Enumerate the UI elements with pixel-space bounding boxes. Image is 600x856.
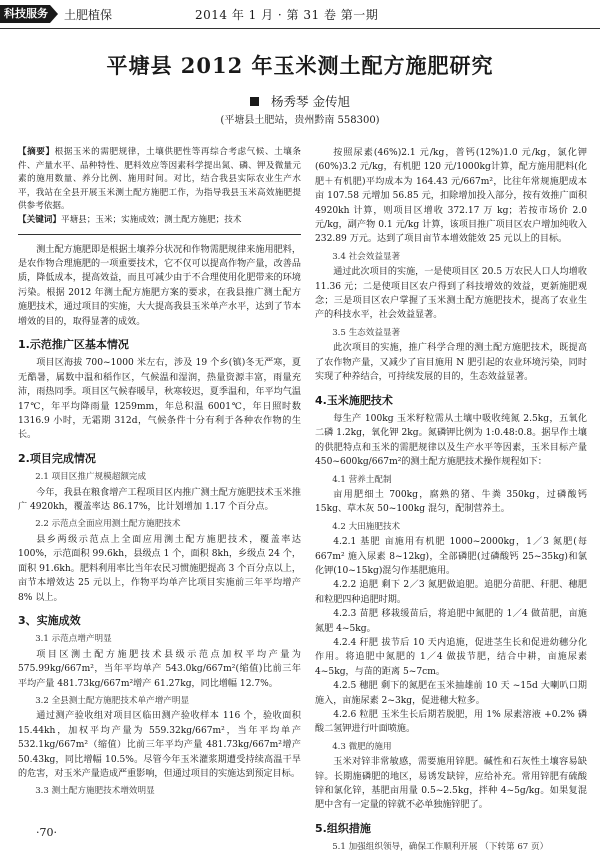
- section-heading-1: 1.示范推广区基本情况: [18, 338, 129, 351]
- subheading-4-1: 4.1 营养土配制: [332, 474, 392, 485]
- section-heading-2: 2.项目完成情况: [18, 451, 96, 465]
- author-names: 杨秀琴 金传旭: [271, 94, 350, 109]
- intro-paragraph: 测土配方施肥即是根据土壤养分状况和作物需肥规律来施用肥料，是农作物合理施肥的一项重要技术，它不仅可以提高作物产量，改善品质，降低成本，提高效益，而且可减少由于不合理使用化肥带来的环境污染。根据 2012 年测土配方施肥方案的要求，在我县推广测土配方施肥技术，通过项目的实施，大大提高我县玉米单产水平，达到了节本增效的目的，取得显著的成效。: [18, 244, 301, 327]
- keywords-text: 平塘县；玉米；实施成效；测土配方施肥；技术: [60, 214, 242, 225]
- section-tag-arrow-icon: [50, 5, 58, 23]
- subheading-3-3: 3.3 测土配方施肥技术增效明显: [35, 786, 155, 797]
- paragraph-1: 项目区海拔 700~1000 米左右，涉及 19 个乡(镇)冬无严寒，夏无酷暑，属数中温和稻作区，气候温和湿润，热量资源丰富，雨量充沛，雨热同季。项目区气候春暖早，秋寒较迟，夏季温和，年平均气温 17℃，年平均降雨量 1259mm，年总积温 6001℃，年日照时数 1316.9 小时，无霜期 312d，气候条件十分有利于各种农作物的生长。: [18, 358, 301, 441]
- issue-info: 2014 年 1 月 · 第 31 卷 第一期: [195, 8, 379, 22]
- keywords: [18, 214, 301, 228]
- keywords-label: 【关键词】: [18, 214, 61, 225]
- abstract-text: 根据玉米的需肥规律，土壤供肥性等再综合考虑气候、土壤条件、产量水平、品种特性、肥料效应等因素科学提出氮、磷、钾及微量元素的施用数量、养分比例、施用时间。对比，结合我县实际农业生产水平，我站在全县开展玉米测土配方施肥工作，为指导我县玉米高效施肥提供参考依据。: [18, 147, 301, 212]
- paragraph-4-2-6: 4.2.6 粒肥 玉米生长后期若脱肥，用 1% 尿素溶液 +0.2% 磷酸二氢钾进行叶面喷施。: [315, 710, 587, 735]
- section-tag: 科技服务: [0, 5, 50, 23]
- paragraph-2-1: 今年，我县在粮食增产工程项目区内推广测土配方施肥技术玉米推广 4920kh，覆盖率达 86.17%，比计划增加 1.17 个百分点。: [18, 487, 301, 513]
- subheading-5-1: 5.1 加强组织领导，确保工作顺利开展 （下转第 67 页）: [332, 842, 549, 853]
- left-column: [18, 146, 301, 800]
- paragraph-4-2-4: 4.2.4 秆肥 拔节后 10 天内追施，促进茎生长和促进幼穗分化作用。将追肥中氮肥的 1／4 做拔节肥，结合中耕，亩施尿素 4~5kg，与苗的距离 5~7cm。: [315, 638, 587, 677]
- paragraph-4: 每生产 100kg 玉米籽粒需从土壤中吸收纯氮 2.5kg，五氧化二磷 1.2kg，氧化钾 2kg。氮磷钾比例为 1:0.48:0.8。据早作土壤的供肥特点和玉米的需肥规律以及生产水平等因素，玉米目标产量 450~600kg/667m²的测土配方施肥技术操作规程如下：: [315, 413, 587, 468]
- subheading-3-2: 3.2 全县测土配方施肥技术单产增产明显: [35, 695, 190, 706]
- category-label: 土肥植保: [64, 8, 113, 22]
- subheading-3-1: 3.1 示范点增产明显: [35, 634, 112, 645]
- page-header: [0, 0, 600, 30]
- paragraph-3-4: 通过此次项目的实施，一是使项目区 20.5 万农民人口人均增收 11.36 元；二是使项目区农户得到了科技增效的效益，更新施肥观念；三是项目区农户掌握了玉米测土配方施肥技术，提高了农业生产的科技水平，社会效益显著。: [315, 267, 587, 321]
- paragraph-4-2-3: 4.2.3 苗肥 移栽缓苗后，将追肥中氮肥的 1／4 做苗肥，亩施氮肥 4~5kg。: [315, 609, 587, 634]
- abstract: [18, 146, 301, 214]
- paragraph-3-3: 按照尿素(46%)2.1 元/kg，普钙(12%)1.0 元/kg，氯化钾(60%)3.2 元/kg，有机肥 120 元/1000kg计算，配方施用肥料(化肥＋有机肥)平均成本为 164.43 元/667m²，比往年常规施肥成本亩 107.58 元增加 56.85 元，扣除增加投入部分，按有效推广面积 4920kh 计算，则项目区增收 372.17 万 kg；若按市场价 2.0 元/kg，副产物 0.1 元/kg 计算，该项目推广项目区农户增加纯收入 232.89 万元。达到了项目亩节本增效能效 25 元以上的目标。: [315, 148, 587, 245]
- header-rule: [0, 28, 600, 29]
- subheading-2-2: 2.2 示范点全面应用测土配方施肥技术: [35, 519, 181, 530]
- authors: [0, 92, 600, 110]
- subheading-4-3: 4.3 微肥的施用: [332, 741, 392, 752]
- paragraph-4-1: 亩用肥细土 700kg，腐熟的猪、牛粪 350kg，过磷酸钙 15kg、草木灰 50~100kg 混匀，配制营养土。: [315, 489, 587, 515]
- subheading-4-2: 4.2 大田施肥技术: [332, 521, 401, 532]
- subheading-3-5: 3.5 生态效益显著: [332, 327, 401, 338]
- subheading-3-4: 3.4 社会效益显著: [332, 251, 401, 262]
- paragraph-4-3: 玉米对锌非常敏感，需要施用锌肥。碱性和石灰性土壤容易缺锌。长期施磷肥的地区，易诱发缺锌，应给补充。常用锌肥有硫酸锌和氯化锌，基肥亩用量 0.5~2.5kg，拌种 4~5g/kg。如果复混肥中含有一定量的锌就不必单独施锌肥了。: [315, 757, 587, 811]
- paragraph-4-2-1: 4.2.1 基肥 亩施用有机肥 1000~2000kg，1／3 氮肥(每 667m² 施入尿素 8~12kg)，全部磷肥(过磷酸钙 25~35kg)和氯化钾(10~15kg)混匀作基肥施用。: [315, 537, 587, 576]
- author-square-icon: [250, 97, 259, 106]
- affiliation: (平塘县土肥站，贵州黔南 558300): [220, 115, 380, 126]
- paragraph-2-2: 县乡两级示范点上全面应用测土配方施肥技术，覆盖率达 100%，示范面积 99.6kh，县级点 1 个，面积 8kh，乡级点 24 个，面积 91.6kh。肥料利用率比当年农民习惯施肥提高 3 个百分点以上，亩节本增效达 25 元以上，作物平均单产比项目实施前三年平均增产 8% 以上。: [18, 534, 301, 603]
- abstract-divider: [18, 234, 301, 235]
- section-heading-5: 5.组织措施: [315, 821, 371, 835]
- page-number: ·70·: [36, 826, 57, 839]
- paragraph-3-1: 项目区测土配方施肥技术县级示范点加权平均产量为 575.99kg/667m²，当年平均单产 543.0kg/667m²(缩值)比前三年平均产量 481.73kg/667m²增产 61.27kg，同比增幅 12.7%。: [18, 649, 301, 689]
- section-heading-4: 4.玉米施肥技术: [315, 393, 393, 407]
- subheading-2-1: 2.1 项目区推广规模超额完成: [35, 472, 147, 483]
- right-column: [315, 146, 587, 856]
- paragraph-4-2-5: 4.2.5 穗肥 剩下的氮肥在玉米抽雄前 10 天 ~15d 大喇叭口期施入，亩施尿素 2~3kg，促进穗大粒多。: [315, 681, 587, 706]
- paragraph-4-2-2: 4.2.2 追肥 剩下 2／3 氮肥做追肥。追肥分苗肥、秆肥、穗肥和粒肥四种追肥时期。: [315, 580, 587, 605]
- paragraph-3-5: 此次项目的实施，推广科学合理的测土配方施肥技术，既提高了农作物产量，又减少了盲目施用 N 肥引起的农业环境污染，同时实现了种养结合，可持续发展的目的，生态效益显著。: [315, 343, 587, 383]
- section-heading-3: 3、实施成效: [18, 613, 81, 627]
- paragraph-3-2: 通过测产验收组对项目区临田测产验收样本 116 个，验收面积 15.44kh，加权平均产量为 559.32kg/667m²，当年平均单产 532.1kg/667m²（缩值）比前三年平均产量 481.73kg/667m²增产 50.43kg，同比增幅 10.5%。尽管今年玉米灌浆期遭受持续高温干旱的危害，对玉米产量造成严重影响，但通过项目的实施达到预定目标。: [18, 711, 301, 779]
- abstract-label: 【摘要】: [18, 147, 55, 157]
- article-title: 平塘县 2012 年玉米测土配方施肥研究: [106, 53, 494, 78]
